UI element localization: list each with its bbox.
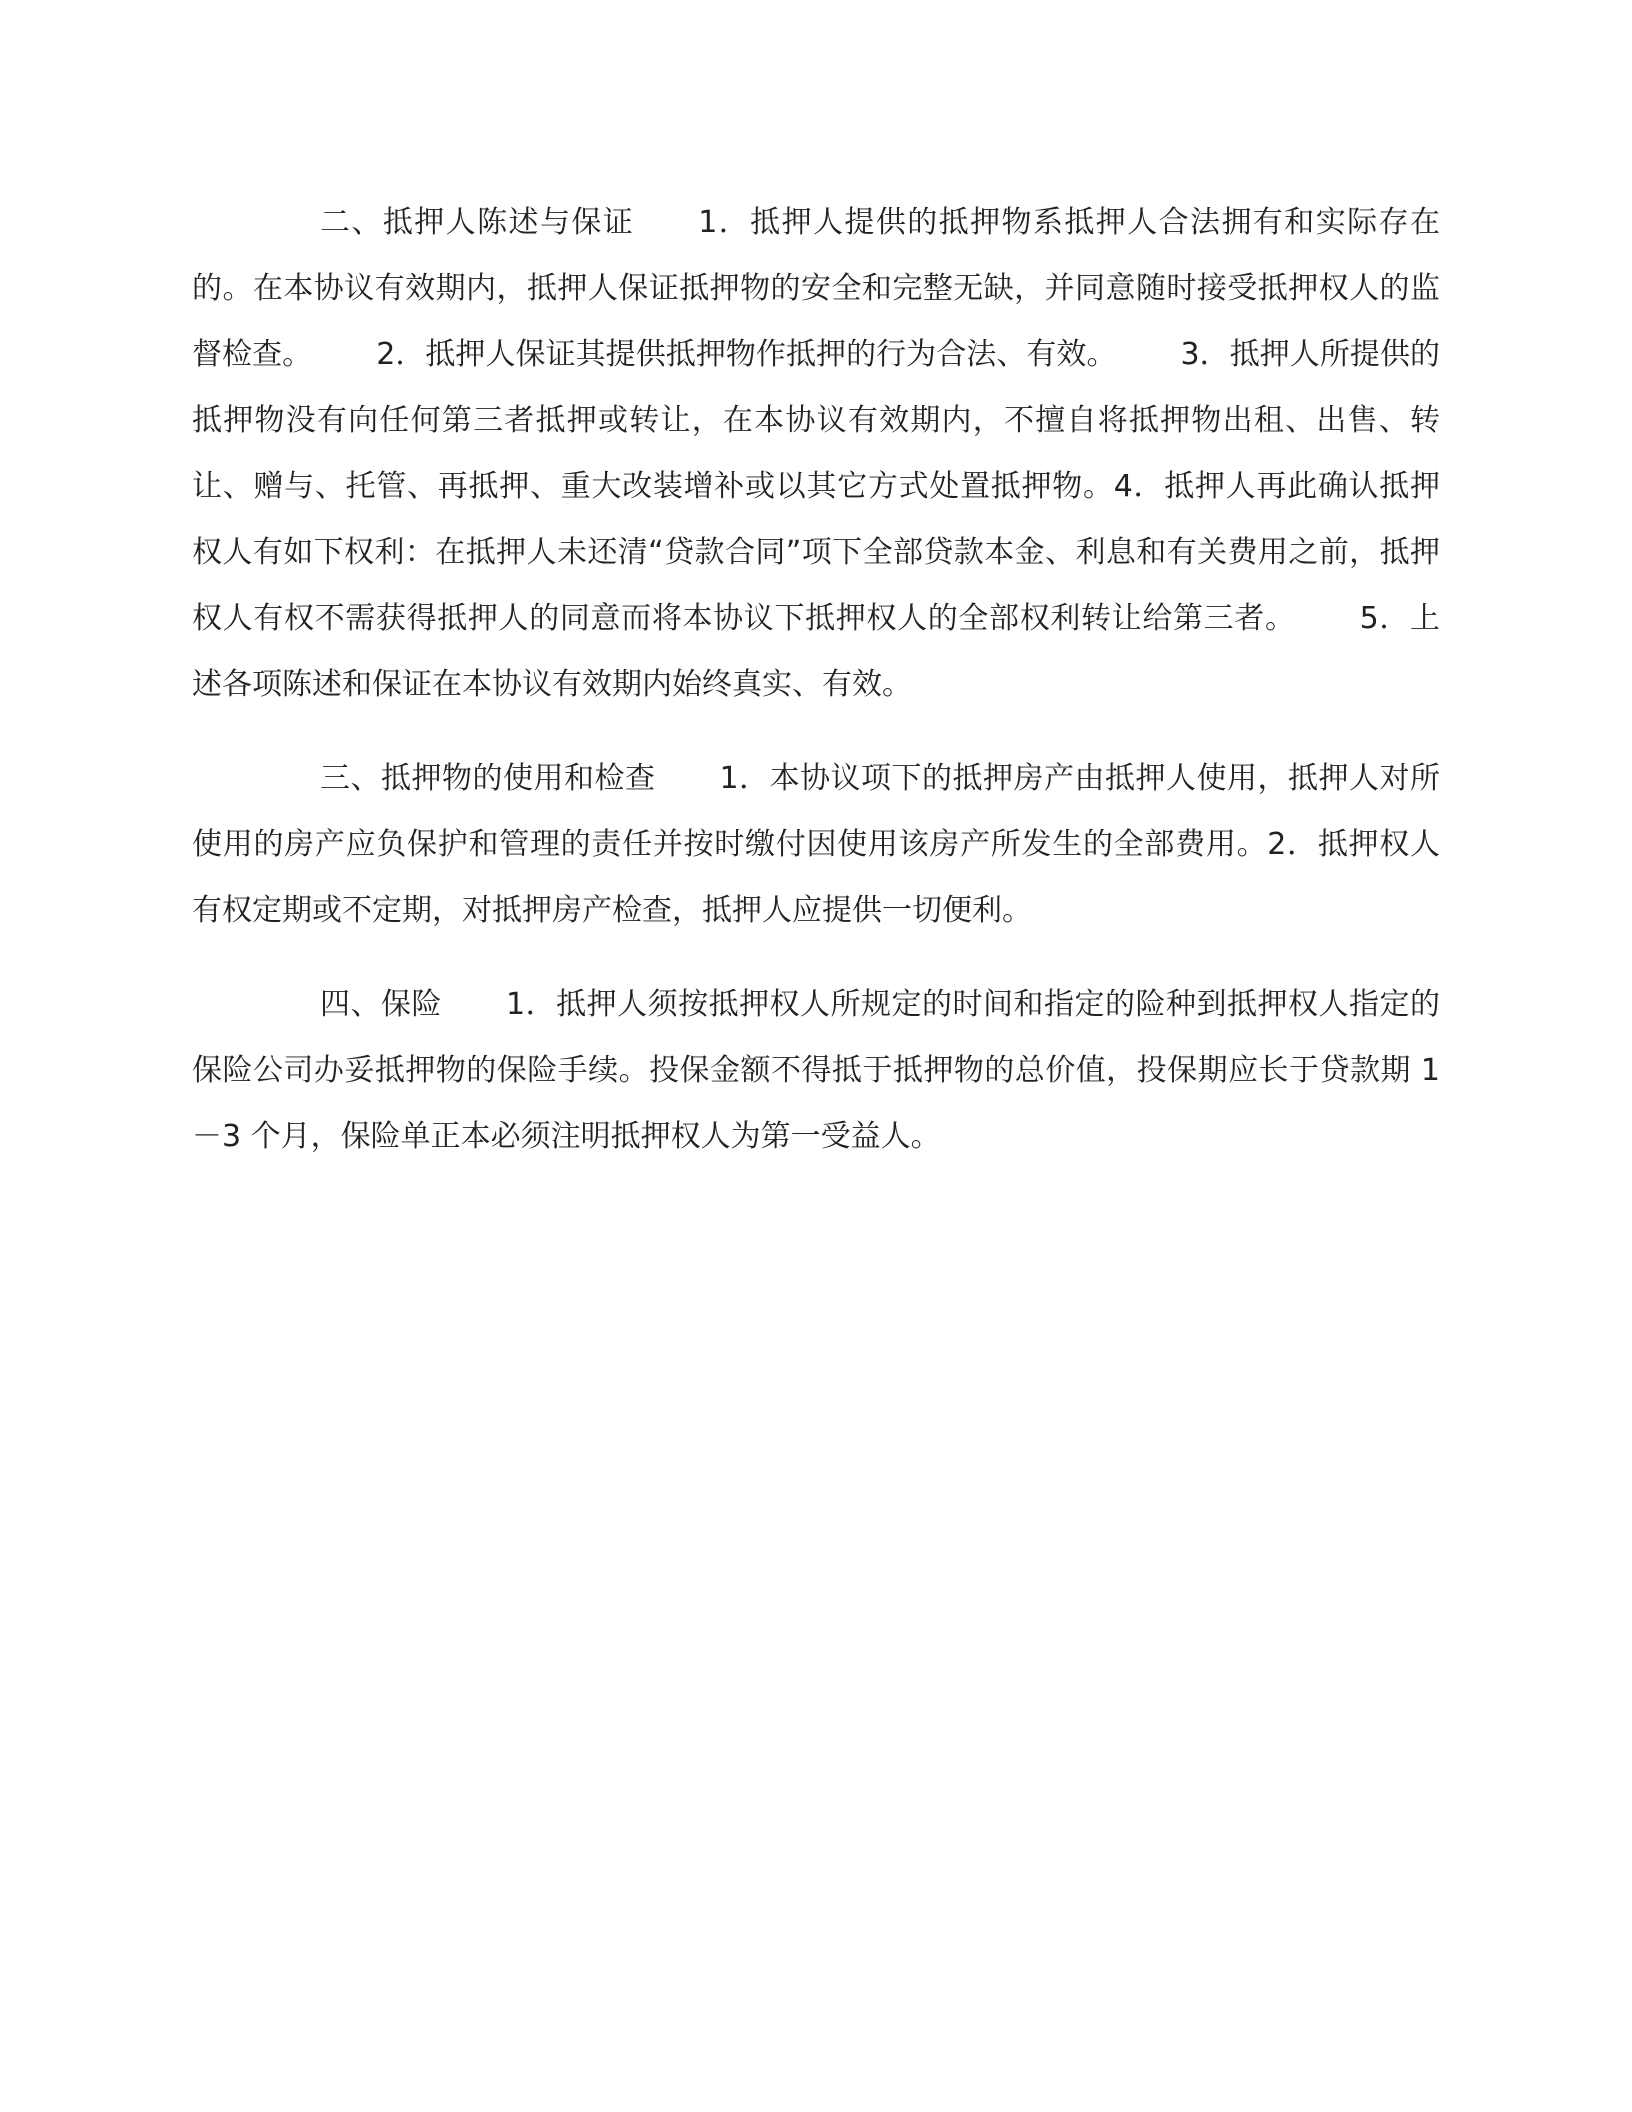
document-body bbox=[192, 190, 1440, 1198]
section-2-item-1: 1．抵押人提供的抵押物系抵押人合法拥有和实际存在的。在本协议有效期内，抵押人保证抵押物的安全和完整无缺，并同意随时接受抵押权人的监督检查。 bbox=[192, 205, 1440, 372]
section-3-paragraph bbox=[192, 746, 1440, 944]
section-3-heading: 三、抵押物的使用和检查 bbox=[320, 761, 656, 796]
section-2-item-3: 3．抵押人所提供的抵押物没有向任何第三者抵押或转让，在本协议有效期内，不擅自将抵押物出租、出售、转让、赠与、托管、再抵押、重大改装增补或以其它方式处置抵押物。 bbox=[192, 337, 1440, 504]
section-3-item-2: 2．抵押权人有权定期或不定期，对抵押房产检查，抵押人应提供一切便利。 bbox=[192, 827, 1440, 928]
section-4-item-1: 1．抵押人须按抵押权人所规定的时间和指定的险种到抵押权人指定的保险公司办妥抵押物的保险手续。投保金额不得抵于抵押物的总价值，投保期应长于贷款期 1－3 个月，保险单正本必须注明抵押权人为第一受益人。 bbox=[192, 987, 1441, 1154]
section-2-heading: 二、抵押人陈述与保证 bbox=[320, 205, 635, 240]
section-2-paragraph bbox=[192, 190, 1440, 718]
section-3-item-1: 1．本协议项下的抵押房产由抵押人使用，抵押人对所使用的房产应负保护和管理的责任并按时缴付因使用该房产所发生的全部费用。 bbox=[192, 761, 1441, 862]
section-2-item-4: 4．抵押人再此确认抵押权人有如下权利：在抵押人未还清“贷款合同”项下全部贷款本金、利息和有关费用之前，抵押权人有权不需获得抵押人的同意而将本协议下抵押权人的全部权利转让给第三者。 bbox=[192, 469, 1441, 636]
section-4-paragraph bbox=[192, 972, 1440, 1170]
section-2-item-2: 2．抵押人保证其提供抵押物作抵押的行为合法、有效。 bbox=[376, 337, 1117, 372]
section-4-heading: 四、保险 bbox=[320, 987, 442, 1022]
section-2-item-5: 5．上述各项陈述和保证在本协议有效期内始终真实、有效。 bbox=[192, 601, 1441, 702]
